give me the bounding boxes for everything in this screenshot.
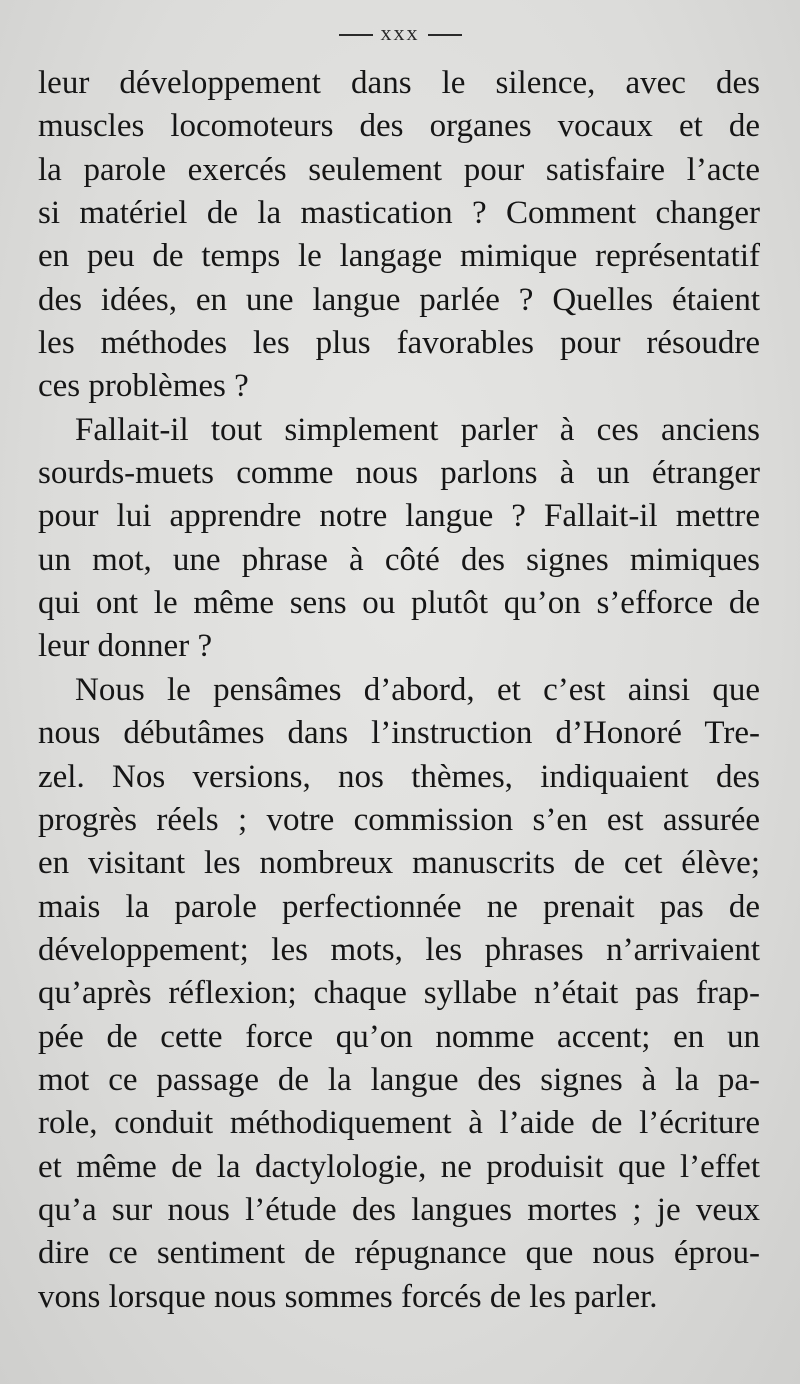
text-line: qui ont le même sens ou plutôt qu’on s’efforce de [38, 585, 760, 622]
text-line: dire ce sentiment de répugnance que nous éprou- [38, 1235, 760, 1272]
page-header [0, 20, 800, 46]
text-line: nous débutâmes dans l’instruction d’Honoré Tre- [38, 715, 760, 752]
text-line: si matériel de la mastication ? Comment changer [38, 195, 760, 232]
text-line: la parole exercés seulement pour satisfaire l’acte [38, 151, 760, 188]
header-dash-left [339, 34, 373, 36]
text-line: un mot, une phrase à côté des signes mimiques [38, 541, 760, 578]
text-line: Fallait-il tout simplement parler à ces anciens [75, 411, 760, 448]
text-line: des idées, en une langue parlée ? Quelles étaient [38, 281, 760, 318]
body-text [38, 62, 760, 1319]
text-line: progrès réels ; votre commission s’en est assurée [38, 801, 760, 838]
header-dash-right [428, 34, 462, 36]
text-line: leur donner ? [38, 628, 213, 665]
text-line: Nous le pensâmes d’abord, et c’est ainsi que [75, 671, 760, 708]
text-line: les méthodes les plus favorables pour résoudre [38, 325, 760, 362]
page-number: xxx [380, 20, 420, 45]
text-line: vons lorsque nous sommes forcés de les parler. [38, 1278, 658, 1315]
text-line: pour lui apprendre notre langue ? Fallait-il mettre [38, 498, 760, 535]
text-line: leur développement dans le silence, avec des [38, 65, 760, 101]
text-line: qu’après réflexion; chaque syllabe n’était pas frap- [38, 975, 760, 1012]
text-line: role, conduit méthodiquement à l’aide de l’écriture [38, 1105, 760, 1142]
text-line: sourds-muets comme nous parlons à un étranger [38, 455, 760, 492]
text-line: qu’a sur nous l’étude des langues mortes ; je veux [38, 1191, 760, 1228]
text-line: zel. Nos versions, nos thèmes, indiquaient des [38, 758, 760, 795]
text-line: ces problèmes ? [38, 368, 249, 405]
text-line: développement; les mots, les phrases n’arrivaient [38, 931, 760, 968]
text-line: en peu de temps le langage mimique représentatif [38, 238, 760, 275]
text-line: en visitant les nombreux manuscrits de cet élève; [38, 845, 760, 882]
text-line: mais la parole perfectionnée ne prenait pas de [38, 888, 760, 925]
text-line: mot ce passage de la langue des signes à la pa- [38, 1061, 760, 1098]
text-line: et même de la dactylologie, ne produisit que l’effet [38, 1148, 760, 1185]
text-line: pée de cette force qu’on nomme accent; en un [38, 1018, 760, 1055]
text-line: muscles locomoteurs des organes vocaux et de [38, 108, 760, 145]
